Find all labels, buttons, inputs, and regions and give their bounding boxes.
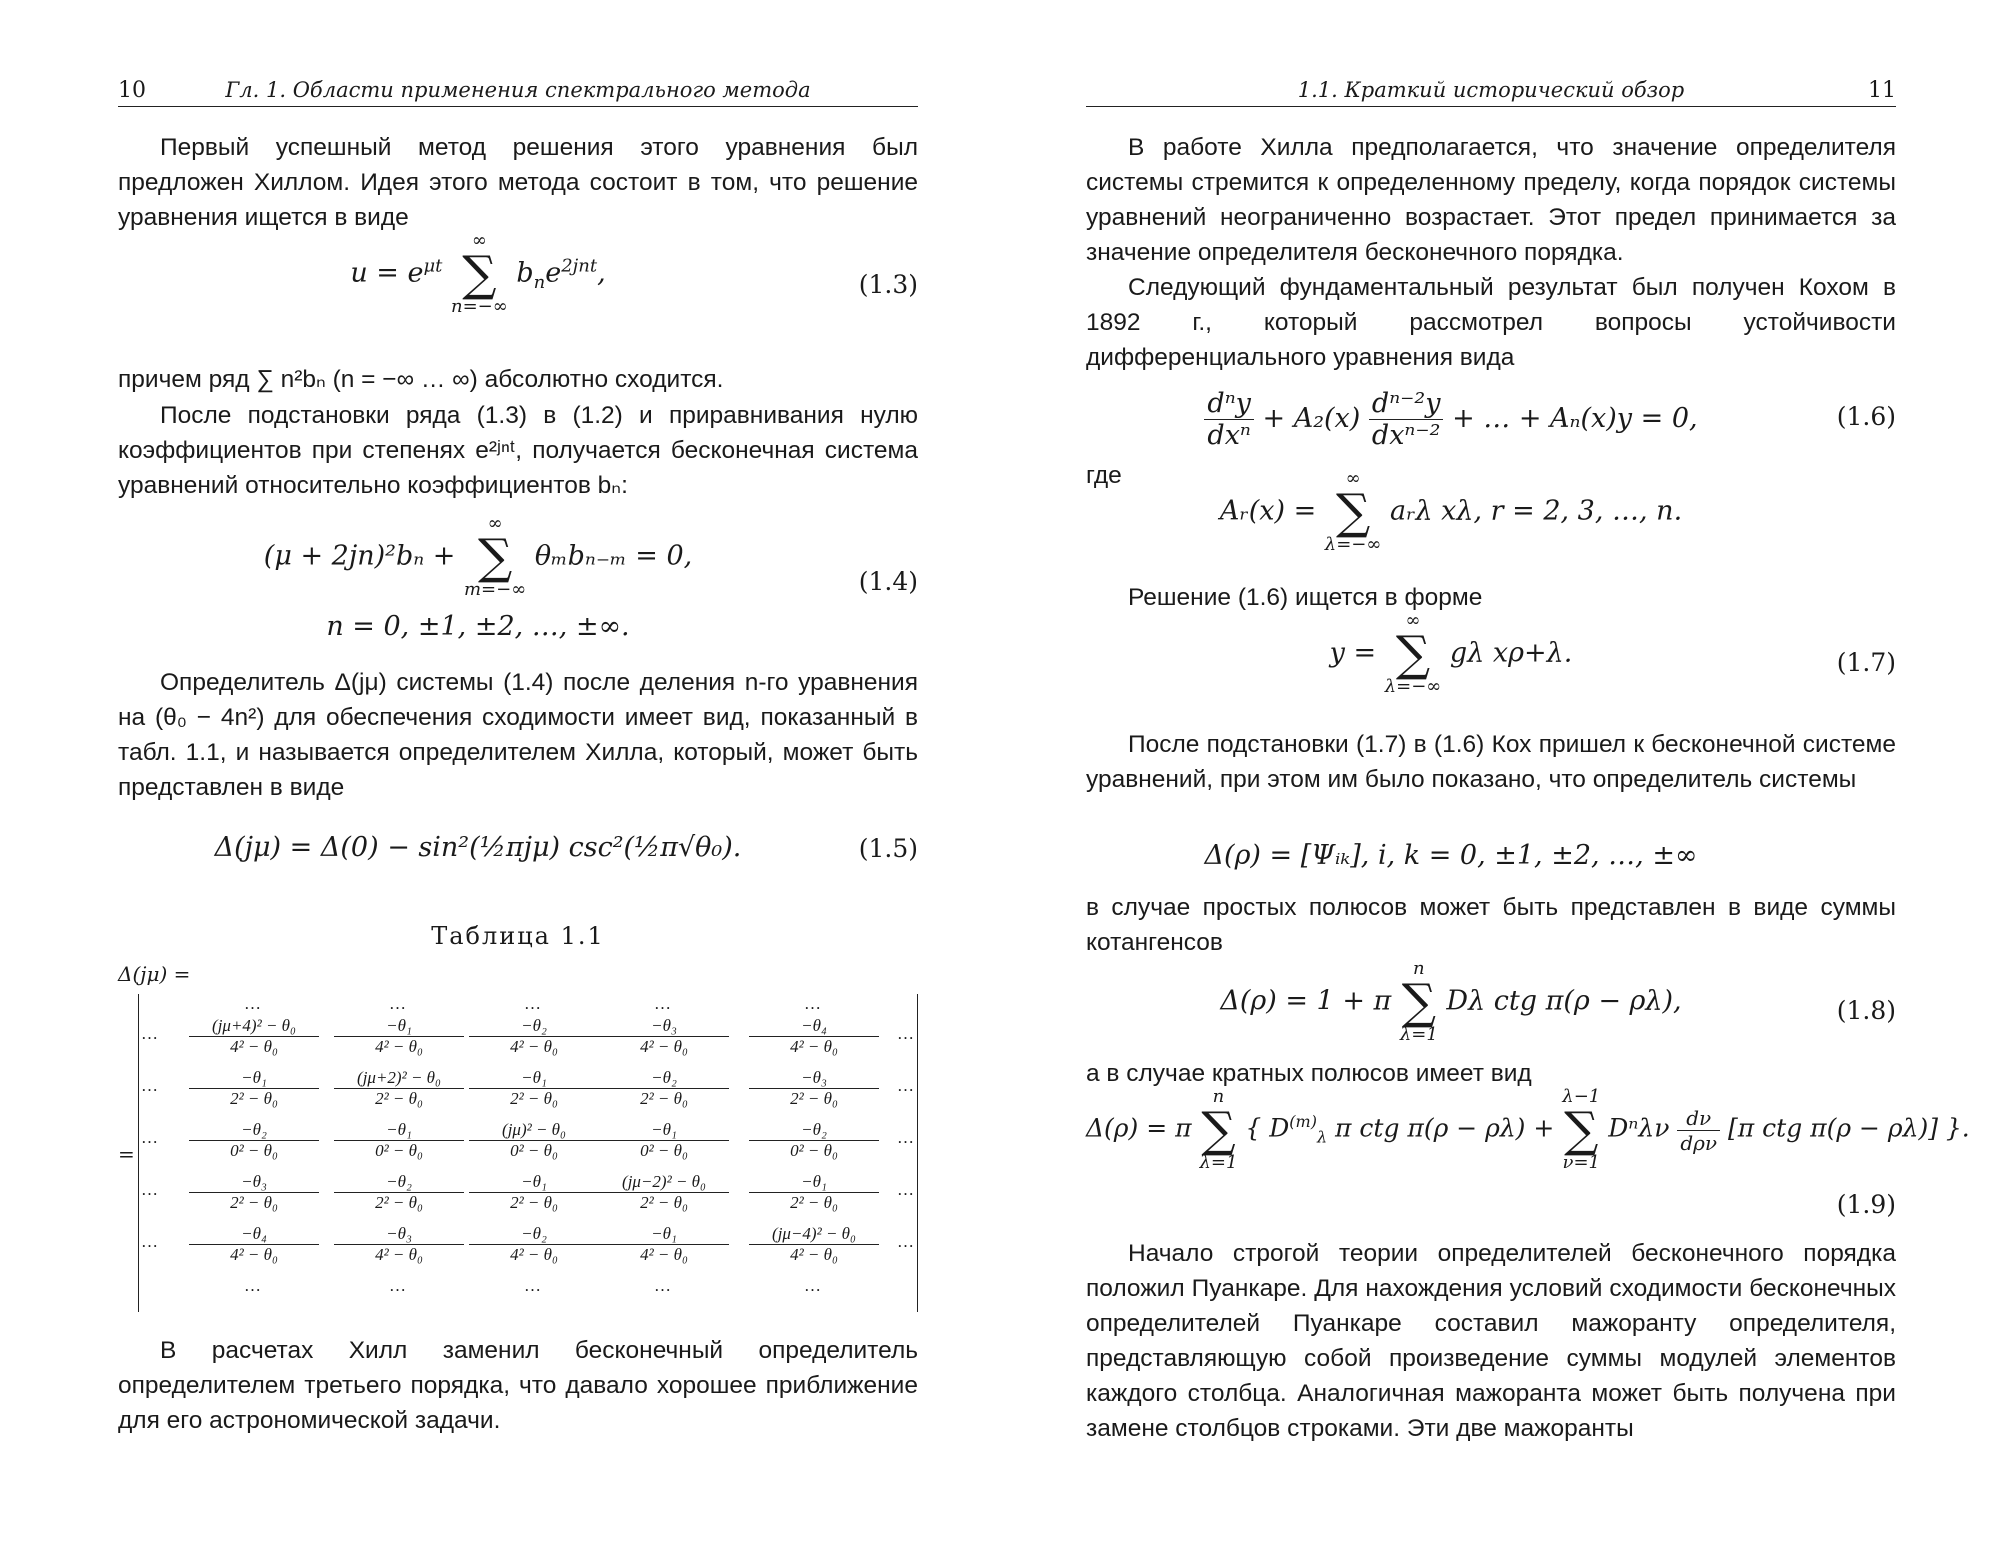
page-number: 10 [118, 78, 146, 103]
matrix-cell: (jμ−4)² − θ₀ 4² − θ₀ [749, 1224, 879, 1265]
matrix-cell: −θ₃ 4² − θ₀ [334, 1224, 464, 1265]
matrix-cell: −θ₂ 4² − θ₀ [469, 1016, 599, 1057]
section-title: 1.1. Краткий исторический обзор [1297, 78, 1685, 102]
matrix-ellipsis: … [244, 1276, 262, 1295]
matrix-cell: (jμ+4)² − θ₀ 4² − θ₀ [189, 1016, 319, 1057]
right-page [1086, 0, 1970, 1555]
paragraph: причем ряд ∑ n²bₙ (n = −∞ … ∞) абсолютно сходится. [118, 366, 724, 393]
equation-number: (1.8) [1836, 996, 1896, 1025]
equation-number: (1.4) [858, 567, 918, 596]
matrix-cell: −θ₃ 2² − θ₀ [189, 1172, 319, 1213]
matrix-row [139, 1172, 917, 1224]
equation-number: (1.3) [858, 270, 918, 299]
matrix-ellipsis: … [897, 1128, 915, 1147]
matrix-cell: (jμ)² − θ₀ 0² − θ₀ [469, 1120, 599, 1161]
matrix-ellipsis: … [389, 994, 407, 1013]
matrix-cell: −θ₁ 2² − θ₀ [749, 1172, 879, 1213]
matrix-cell: −θ₄ 4² − θ₀ [189, 1224, 319, 1265]
chapter-title: Гл. 1. Области применения спектрального метода [225, 78, 811, 102]
equation-number: (1.9) [1836, 1190, 1896, 1219]
equation-number: (1.5) [858, 834, 918, 863]
equation-1-3: $u = e^{\mu t}$ ∞ ∑ n=−∞ $b_ne^{2jnt}$, (1.3) [350, 230, 918, 317]
matrix-ellipsis: … [141, 1232, 159, 1251]
matrix-ellipsis: … [804, 994, 822, 1013]
equation-number: (1.7) [1836, 648, 1896, 677]
paragraph: а в случае кратных полюсов имеет вид [1086, 1060, 1532, 1087]
matrix-ellipsis: … [897, 1076, 915, 1095]
matrix-row [139, 1016, 917, 1068]
matrix-ellipsis: … [141, 1128, 159, 1147]
paragraph: В работе Хилла предполагается, что значение определителя системы стремится к определенному пределу, когда порядок системы уравнений неограниченно возрастает. Этот предел принимается за значение определителя бесконечного порядка. [1086, 134, 1896, 266]
matrix-cell: −θ₁ 2² − θ₀ [469, 1068, 599, 1109]
equation-1-8: Δ(ρ) = 1 + π n ∑ λ=1 Dλ ctg π(ρ − ρλ), (1.8) [1220, 958, 1896, 1045]
hill-determinant-matrix [138, 994, 918, 1312]
matrix-ellipsis: … [141, 1076, 159, 1095]
matrix-equals: = [118, 1142, 135, 1166]
matrix-ellipsis: … [897, 1180, 915, 1199]
matrix-cell: −θ₂ 4² − θ₀ [469, 1224, 599, 1265]
paragraph: в случае простых полюсов может быть представлен в виде суммы котангенсов [1086, 894, 1896, 956]
matrix-ellipsis: … [654, 994, 672, 1013]
paragraph: Первый успешный метод решения этого уравнения был предложен Хиллом. Идея этого метода состоит в том, что решение уравнения ищется в виде [118, 134, 918, 231]
matrix-ellipsis: … [524, 994, 542, 1013]
page-number: 11 [1868, 78, 1896, 103]
matrix-cell: −θ₁ 0² − θ₀ [334, 1120, 464, 1161]
table-caption: Таблица 1.1 [431, 922, 605, 950]
matrix-cell: −θ₂ 0² − θ₀ [749, 1120, 879, 1161]
paragraph: В расчетах Хилл заменил бесконечный определитель определителем третьего порядка, что давало хорошее приближение для его астрономической задачи. [118, 1337, 918, 1434]
matrix-cell: (jμ+2)² − θ₀ 2² − θ₀ [334, 1068, 464, 1109]
matrix-ellipsis: … [141, 1024, 159, 1043]
left-page [118, 0, 918, 1555]
matrix-ellipsis: … [654, 1276, 672, 1295]
paragraph: Начало строгой теории определителей бесконечного порядка положил Пуанкаре. Для нахождения условий сходимости бесконечных определителей Пуанкаре составил мажоранту определителя, представляющую собой произведение суммы модулей элементов каждого столбца. Аналогичная мажоранта может быть получена при замене столбцов строками. Эти две мажоранты [1086, 1240, 1896, 1442]
equation-1-6: $\frac{\text{dⁿy}}{\text{dxⁿ}}$ + A₂(x) $\frac{\text{dⁿ⁻²y}}{\text{dxⁿ⁻²}}$ + … + Aₙ(x)y = 0, (1.6) [1086, 388, 1896, 454]
matrix-ellipsis: … [524, 1276, 542, 1295]
paragraph: После подстановки (1.7) в (1.6) Кох пришел к бесконечной системе уравнений, при этом им было показано, что определитель системы [1086, 731, 1896, 793]
matrix-ellipsis: … [389, 1276, 407, 1295]
matrix-ellipsis: … [804, 1276, 822, 1295]
paragraph: Решение (1.6) ищется в форме [1128, 584, 1483, 611]
paragraph: После подстановки ряда (1.3) в (1.2) и приравнивания нулю коэффициентов при степенях e²ʲⁿᵗ, получается бесконечная система уравнений относительно коэффициентов bₙ: [118, 402, 918, 499]
matrix-ellipsis: … [141, 1180, 159, 1199]
matrix-row [139, 1120, 917, 1172]
equation-determinant: Δ(ρ) = [Ψᵢₖ], i, k = 0, ±1, ±2, …, ±∞ [1204, 840, 1698, 871]
matrix-cell: −θ₁ 2² − θ₀ [469, 1172, 599, 1213]
matrix-cell: −θ₁ 4² − θ₀ [599, 1224, 729, 1265]
matrix-cell: −θ₂ 2² − θ₀ [334, 1172, 464, 1213]
paragraph: Определитель Δ(jμ) системы (1.4) после деления n-го уравнения на (θ₀ − 4n²) для обеспечения сходимости имеет вид, показанный в табл. 1.1, и называется определителем Хилла, который, может быть представлен в виде [118, 669, 918, 801]
equation-1-5: Δ(jμ) = Δ(0) − sin²(½πjμ) csc²(½π√θ₀). (1.5) [214, 832, 918, 863]
matrix-cell: −θ₃ 2² − θ₀ [749, 1068, 879, 1109]
running-head [118, 72, 918, 107]
running-head [1086, 72, 1896, 107]
matrix-cell: −θ₁ 4² − θ₀ [334, 1016, 464, 1057]
matrix-cell: (jμ−2)² − θ₀ 2² − θ₀ [599, 1172, 729, 1213]
matrix-row [139, 1068, 917, 1120]
equation-1-4: (μ + 2jn)²bₙ + ∞ ∑ m=−∞ θₘbₙ₋ₘ = 0, n = 0, ±1, ±2, …, ±∞. (1.4) [263, 513, 918, 642]
paragraph: Следующий фундаментальный результат был получен Кохом в 1892 г., который рассмотрел вопросы устойчивости дифференциального уравнения вида [1086, 274, 1896, 371]
matrix-label: Δ(jμ) = [118, 962, 191, 986]
equation-1-7: y = ∞ ∑ λ=−∞ gλ xρ+λ. (1.7) [1329, 610, 1896, 697]
matrix-cell: −θ₂ 0² − θ₀ [189, 1120, 319, 1161]
matrix-cell: −θ₃ 4² − θ₀ [599, 1016, 729, 1057]
matrix-cell: −θ₂ 2² − θ₀ [599, 1068, 729, 1109]
equation-ar: Aᵣ(x) = ∞ ∑ λ=−∞ aᵣλ xλ, r = 2, 3, …, n. [1219, 468, 1683, 555]
equation-1-9: Δ(ρ) = π n ∑ λ=1 { $D^{(m)}_\lambda$ π ctg π(ρ − ρλ) + λ−1 ∑ ν=1 Dⁿλν $\frac{d\nu}{\text{dρν}}$ [π ctg π(ρ − ρλ)] }. (1.9) [1086, 1086, 1970, 1219]
matrix-cell: −θ₁ 2² − θ₀ [189, 1068, 319, 1109]
matrix-ellipsis: … [244, 994, 262, 1013]
matrix-ellipsis: … [897, 1024, 915, 1043]
matrix-row [139, 1224, 917, 1276]
matrix-ellipsis: … [897, 1232, 915, 1251]
equation-number: (1.6) [1836, 402, 1896, 431]
paragraph: где [1086, 462, 1122, 489]
matrix-cell: −θ₄ 4² − θ₀ [749, 1016, 879, 1057]
matrix-cell: −θ₁ 0² − θ₀ [599, 1120, 729, 1161]
